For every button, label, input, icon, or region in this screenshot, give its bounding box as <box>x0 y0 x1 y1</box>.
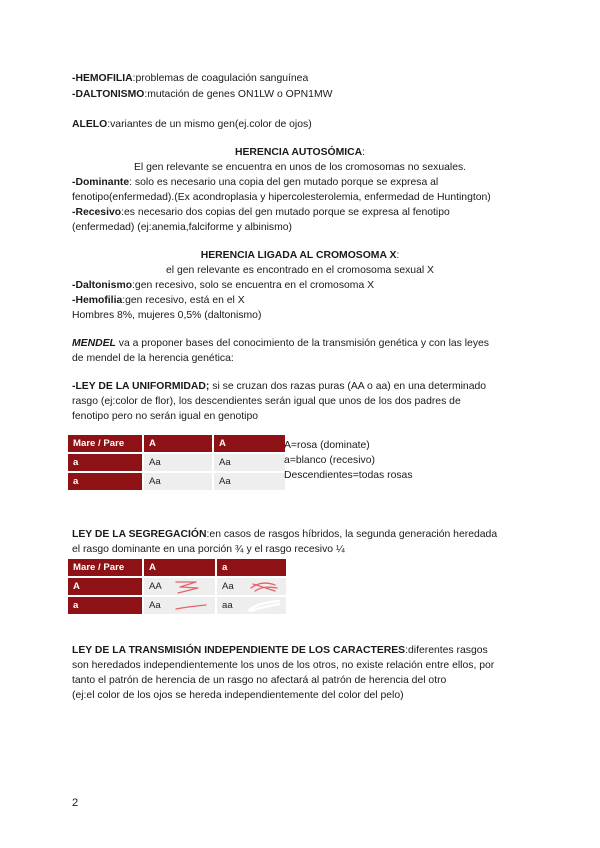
transmision-paragraph-cont2: tanto el patrón de herencia de un rasgo no afectará al patrón de herencia del otro <box>72 675 447 686</box>
pink-squiggle-icon <box>172 579 206 595</box>
table-cell: Aa <box>144 454 214 473</box>
legend-line: a=blanco (recesivo) <box>284 455 375 466</box>
autosomica-heading: HERENCIA AUTOSÓMICA: <box>234 147 366 158</box>
header-cell: A <box>214 435 287 454</box>
header-cell: Mare / Pare <box>68 435 144 454</box>
row-label: a <box>68 597 144 616</box>
row-label: a <box>68 454 144 473</box>
uniformidad-paragraph-cont2: fenotipo pero no serán igual en genotipo <box>72 411 259 422</box>
transmision-paragraph: LEY DE LA TRANSMISIÓN INDEPENDIENTE DE LOS CARACTERES:diferentes rasgos <box>72 645 488 656</box>
table-row <box>68 473 287 492</box>
daltonismo-term: -DALTONISMO <box>72 89 145 100</box>
alelo-term: ALELO <box>72 119 108 130</box>
mendel-paragraph-cont: de mendel de la herencia genética: <box>72 353 234 364</box>
row-label: a <box>68 473 144 492</box>
pink-stroke-icon <box>172 598 208 614</box>
table-cell: AA <box>144 578 217 597</box>
segregacion-paragraph: LEY DE LA SEGREGACIÓN:en casos de rasgos híbridos, la segunda generación heredada <box>72 529 498 540</box>
legend-line: A=rosa (dominate) <box>284 440 370 451</box>
alelo-definition: ALELO:variantes de un mismo gen(ej.color de ojos) <box>72 119 312 130</box>
hemofilia-term: -HEMOFILIA <box>72 73 133 84</box>
table-cell: Aa <box>144 473 214 492</box>
segregacion-paragraph-cont: el rasgo dominante en una porción ¾ y el rasgo recesivo ¼ <box>72 544 345 555</box>
table-header-row <box>68 559 288 578</box>
segregacion-punnett-table <box>68 559 288 616</box>
recesivo-definition: -Recesivo:es necesario dos copias del gen mutado porque se expresa al fenotipo <box>72 207 450 218</box>
dominante-definition: -Dominante: solo es necesario una copia del gen mutado porque se expresa al <box>72 177 439 188</box>
page-number: 2 <box>72 797 79 809</box>
table-cell: Aa <box>214 473 287 492</box>
uniformidad-punnett-table <box>68 435 287 492</box>
recesivo-definition-cont: (enfermedad) (ej:anemia,falciforme y albinismo) <box>72 222 293 233</box>
transmision-paragraph-cont3: (ej:el color de los ojos se hereda independientemente del color del pelo) <box>72 690 404 701</box>
table-cell: Aa <box>214 454 287 473</box>
ligada-intro: el gen relevante es encontrado en el cromosoma sexual X <box>165 265 434 276</box>
ligada-daltonismo: -Daltonismo:gen recesivo, solo se encuentra en el cromosoma X <box>72 280 375 291</box>
header-cell: a <box>217 559 288 578</box>
ligada-stats: Hombres 8%, mujeres 0,5% (daltonismo) <box>72 310 262 321</box>
ligada-heading: HERENCIA LIGADA AL CROMOSOMA X: <box>200 250 400 261</box>
uniformidad-paragraph: -LEY DE LA UNIFORMIDAD; si se cruzan dos razas puras (AA o aa) en una determinado <box>72 381 487 392</box>
transmision-paragraph-cont: son heredados independientemente los unos de los otros, no existe relación entre ellos, por <box>72 660 495 671</box>
pink-scribble-icon <box>245 579 281 595</box>
white-scribble-icon <box>245 598 281 614</box>
table-row <box>68 578 288 597</box>
table-header-row <box>68 435 287 454</box>
uniformidad-paragraph-cont: rasgo (ej:color de flor), los descendientes serán igual que unos de los dos padres de <box>72 396 461 407</box>
table-cell: aa <box>217 597 288 616</box>
row-label: A <box>68 578 144 597</box>
legend-line: Descendientes=todas rosas <box>284 470 413 481</box>
mendel-paragraph: MENDEL va a proponer bases del conocimiento de la transmisión genética y con las leyes <box>72 338 489 349</box>
daltonismo-definition: -DALTONISMO:mutación de genes ON1LW o OPN1MW <box>72 89 333 100</box>
table-row <box>68 597 288 616</box>
header-cell: Mare / Pare <box>68 559 144 578</box>
header-cell: A <box>144 559 217 578</box>
ligada-hemofilia: -Hemofilia:gen recesivo, está en el X <box>72 295 245 306</box>
table-cell: Aa <box>144 597 217 616</box>
table-row <box>68 454 287 473</box>
header-cell: A <box>144 435 214 454</box>
autosomica-intro: El gen relevante se encuentra en unos de los cromosomas no sexuales. <box>133 162 467 173</box>
dominante-definition-cont: fenotipo(enfermedad).(Ex acondroplasia y hipercolesterolemia, enfermedad de Huntington) <box>72 192 491 203</box>
hemofilia-definition: -HEMOFILIA:problemas de coagulación sanguínea <box>72 73 309 84</box>
table-cell: Aa <box>217 578 288 597</box>
